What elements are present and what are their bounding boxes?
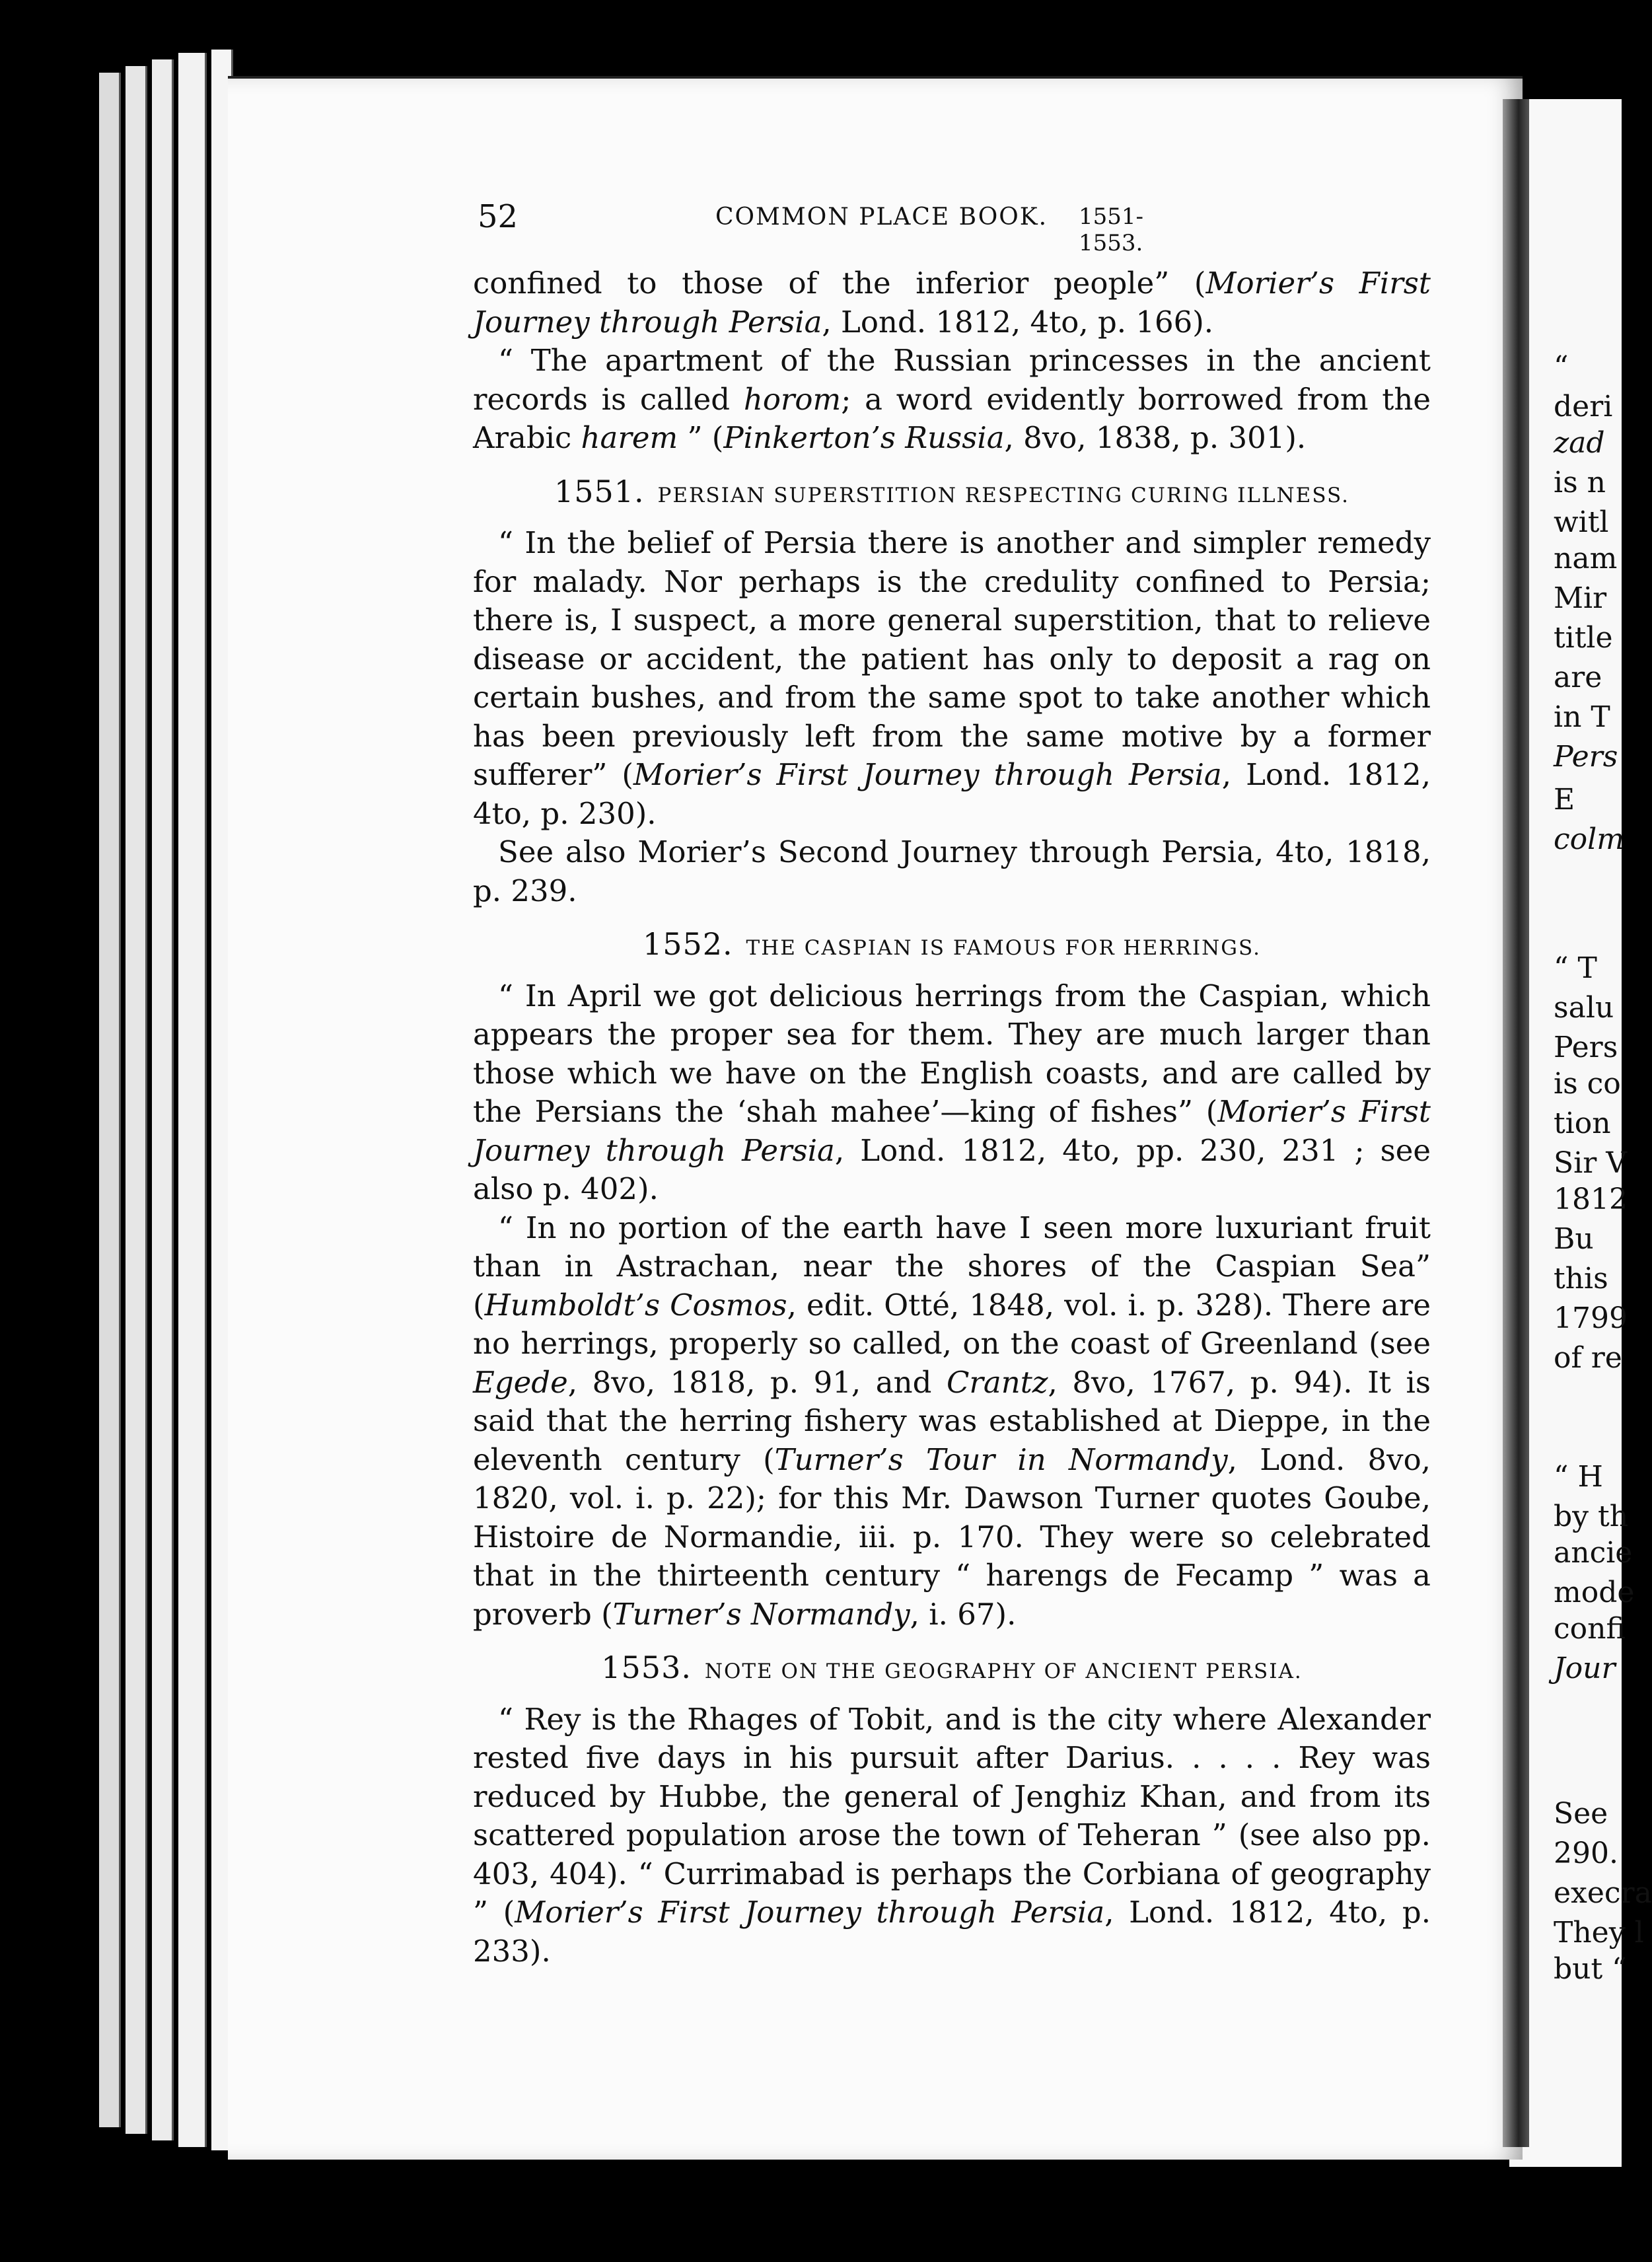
text-run: , 8vo, 1767, p. 94). It is said that the herring fishery was established at Dieppe, in the eleventh century ( bbox=[473, 1364, 1431, 1477]
facing-page-fragment: Bu bbox=[1554, 1222, 1594, 1256]
text-run: , edit. Otté, 1848, vol. i. p. 328). There are no herrings, properly so called, on the coast of Greenland (see bbox=[473, 1287, 1431, 1361]
facing-page-fragment: Pers bbox=[1554, 740, 1618, 774]
facing-page-fragment: See bbox=[1554, 1797, 1608, 1831]
running-title: COMMON PLACE BOOK. bbox=[715, 203, 1048, 231]
section-heading-1553 bbox=[473, 1648, 1431, 1691]
citation-italic: Egede bbox=[473, 1364, 568, 1400]
facing-page-fragment: colm bbox=[1554, 822, 1624, 856]
section-title: NOTE ON THE GEOGRAPHY OF ANCIENT PERSIA. bbox=[704, 1660, 1303, 1683]
citation-italic: Pinkerton’s Russia bbox=[723, 420, 1005, 455]
section-1551-paragraph-2: See also Morier’s Second Journey through Persia, 4to, 1818, p. 239. bbox=[473, 834, 1431, 908]
text-run: ” ( bbox=[678, 420, 724, 455]
facing-page-fragment: confi bbox=[1554, 1612, 1626, 1646]
entry-range: 1551-1553. bbox=[1079, 203, 1144, 256]
facing-page-fragment: Mir bbox=[1554, 581, 1607, 615]
citation-italic: Morier’s First Journey through Persia bbox=[473, 266, 1431, 340]
facing-page-fragment: “ H bbox=[1554, 1460, 1603, 1494]
page-body bbox=[473, 264, 1431, 1971]
text-run: “ Rey is the Rhages of Tobit, and is the city where Alexander rested five days in his pursuit after Darius. . . . . Rey was reduced by Hubbe, the general of Jenghiz Khan, and from its scattered population arose the town of Teheran ” (see also pp. 403, 404). “ Currimabad is perhaps the Corbiana of geography ” ( bbox=[473, 1701, 1431, 1930]
facing-page-fragment: title bbox=[1554, 621, 1613, 655]
facing-page-fragment: Pers bbox=[1554, 1031, 1618, 1064]
citation-italic: horom bbox=[743, 381, 842, 417]
text-run: , Lond. 1812, 4to, p. 230). bbox=[473, 757, 1431, 831]
citation-italic: harem bbox=[581, 420, 678, 455]
text-run: “ In April we got delicious herrings from the Caspian, which appears the proper sea for them. They are much larger than those which we have on the English coasts, and are called by the Persians the ‘shah mahee’—king of fishes” ( bbox=[473, 978, 1431, 1129]
facing-page-fragment: 1799 bbox=[1554, 1301, 1628, 1335]
facing-page-fragment: tion bbox=[1554, 1107, 1611, 1140]
page-edge bbox=[178, 53, 207, 2147]
text-run: , 8vo, 1838, p. 301). bbox=[1004, 420, 1307, 455]
facing-page-fragment: salu bbox=[1554, 991, 1614, 1025]
intro-paragraph-2 bbox=[473, 342, 1431, 458]
facing-page-fragment: “ T bbox=[1554, 951, 1597, 985]
text-run: “ In no portion of the earth have I seen more luxuriant fruit than in Astrachan, near the shores of the Caspian Sea” ( bbox=[473, 1210, 1431, 1323]
citation-italic: Morier’s First Journey through Persia bbox=[473, 1094, 1431, 1168]
facing-page-fragment: E bbox=[1554, 783, 1575, 817]
text-run: , Lond. 1812, 4to, p. 166). bbox=[822, 304, 1214, 340]
citation-italic: Turner’s Normandy bbox=[612, 1596, 910, 1632]
facing-page-fragment: are bbox=[1554, 661, 1602, 694]
citation-italic: Morier’s First Journey through Persia bbox=[633, 757, 1222, 792]
intro-paragraph bbox=[473, 264, 1431, 342]
facing-page-fragment: deri bbox=[1554, 390, 1613, 423]
facing-page-fragment: is n bbox=[1554, 466, 1606, 499]
facing-page-fragment: ancie bbox=[1554, 1536, 1633, 1570]
citation-italic: Turner’s Tour in Normandy bbox=[774, 1441, 1228, 1477]
facing-page-fragment: mode bbox=[1554, 1576, 1635, 1609]
page-edge bbox=[126, 66, 147, 2134]
page-gutter bbox=[1503, 99, 1529, 2147]
section-heading-1551 bbox=[473, 472, 1431, 515]
text-run: , Lond. 1812, 4to, pp. 230, 231 ; see also p. 402). bbox=[473, 1132, 1431, 1206]
text-run: “ The apartment of the Russian princesses in the ancient records is called bbox=[473, 343, 1431, 417]
facing-page-fragment: They l bbox=[1554, 1916, 1644, 1950]
facing-page-fragment: is co bbox=[1554, 1067, 1621, 1101]
section-1552-paragraph bbox=[473, 977, 1431, 1209]
section-1553-paragraph bbox=[473, 1700, 1431, 1971]
text-run: , i. 67). bbox=[910, 1596, 1017, 1632]
citation-italic: Morier’s First Journey through Persia bbox=[515, 1895, 1105, 1930]
section-heading-1552 bbox=[473, 925, 1431, 968]
citation-italic: Humboldt’s Cosmos bbox=[484, 1287, 787, 1323]
section-1551-paragraph bbox=[473, 524, 1431, 833]
section-title: THE CASPIAN IS FAMOUS FOR HERRINGS. bbox=[746, 936, 1262, 960]
facing-page-fragment: witl bbox=[1554, 505, 1609, 539]
text-run: , Lond. 1812, 4to, p. 233). bbox=[473, 1895, 1431, 1969]
section-number: 1553. bbox=[601, 1650, 692, 1685]
facing-page-fragment: 1812 bbox=[1554, 1183, 1628, 1216]
facing-page-fragment: “ bbox=[1554, 350, 1569, 384]
text-run: “ In the belief of Persia there is another and simpler remedy for malady. Nor perhaps is the credulity confined to Persia; there is, I suspect, a more general superstition, that to relieve disease or accident, the patient has only to deposit a rag on certain bushes, and from the same spot to take another which has been previously left from the same motive by a former sufferer” ( bbox=[473, 525, 1431, 792]
facing-page-fragment: of re bbox=[1554, 1341, 1622, 1375]
text-run: , 8vo, 1818, p. 91, and bbox=[567, 1364, 947, 1400]
facing-page-fragment: execra bbox=[1554, 1876, 1652, 1910]
running-header bbox=[478, 198, 1206, 256]
text-run: ; a word evidently borrowed from the Arabic bbox=[473, 381, 1431, 455]
facing-page-fragment: this bbox=[1554, 1262, 1608, 1295]
facing-page-fragment: in T bbox=[1554, 700, 1610, 734]
citation-italic: Crantz bbox=[946, 1364, 1048, 1400]
section-title: PERSIAN SUPERSTITION RESPECTING CURING ILLNESS. bbox=[657, 483, 1349, 507]
section-1552-paragraph-2 bbox=[473, 1209, 1431, 1634]
facing-page-fragment: but “ bbox=[1554, 1952, 1627, 1986]
page-number: 52 bbox=[478, 198, 519, 235]
page-edge bbox=[152, 59, 174, 2140]
text-run: , Lond. 8vo, 1820, vol. i. p. 22); for this Mr. Dawson Turner quotes Goube, Histoire de Normandie, iii. p. 170. They were so celebrated that in the thirteenth century “ harengs de Fecamp ” was a proverb ( bbox=[473, 1441, 1431, 1632]
facing-page-fragment: zad bbox=[1554, 426, 1605, 460]
facing-page-fragment: 290. bbox=[1554, 1837, 1618, 1870]
facing-page-fragment: Jour bbox=[1554, 1652, 1616, 1685]
text-run: confined to those of the inferior people” ( bbox=[473, 266, 1206, 301]
page-edge bbox=[99, 73, 121, 2127]
facing-page-fragment: Sir V bbox=[1554, 1146, 1628, 1180]
facing-page-fragment: by th bbox=[1554, 1500, 1629, 1533]
section-number: 1551. bbox=[554, 473, 645, 509]
section-number: 1552. bbox=[642, 926, 733, 962]
facing-page-fragment: nam bbox=[1554, 542, 1618, 575]
